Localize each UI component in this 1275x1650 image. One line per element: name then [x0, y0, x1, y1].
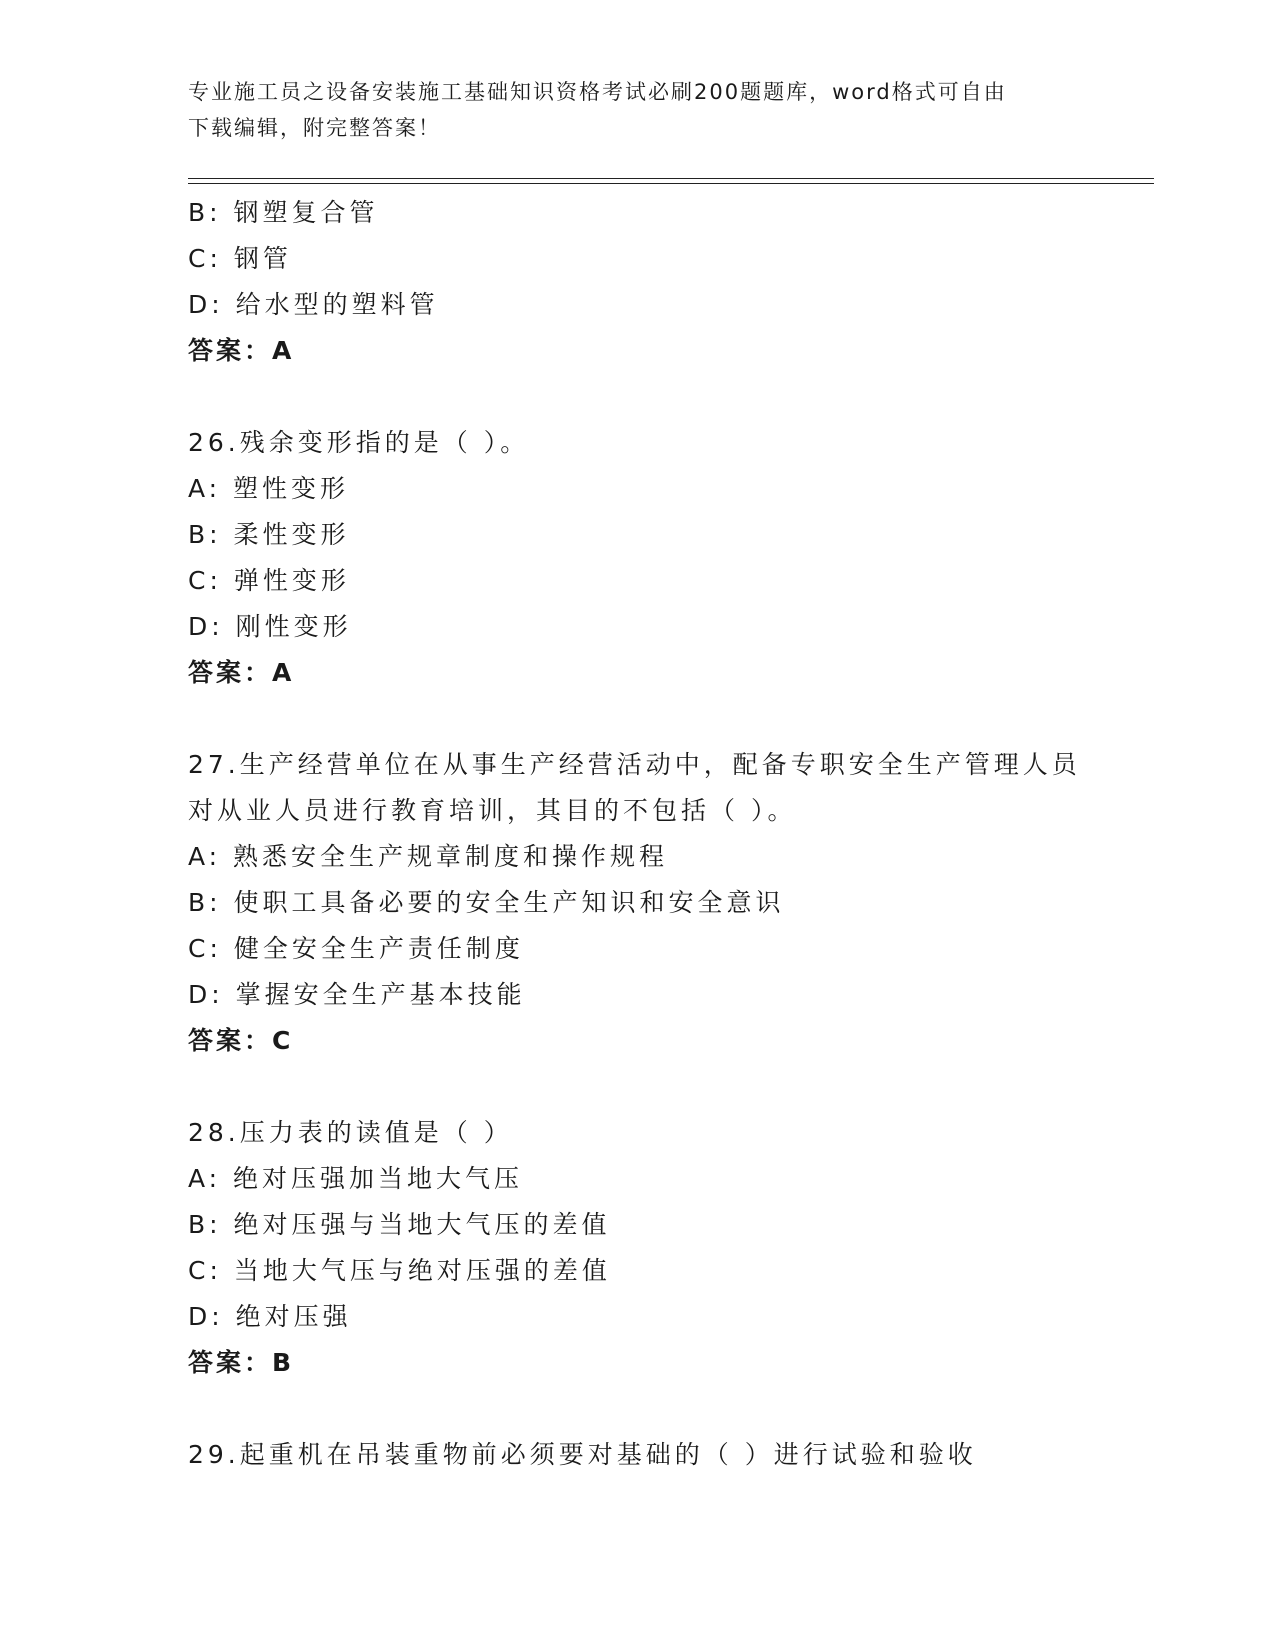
question-list	[188, 190, 1148, 1478]
question-29	[188, 1432, 1148, 1478]
question-text: 29.起重机在吊装重物前必须要对基础的（ ）进行试验和验收	[188, 1440, 977, 1469]
answer-line: 答案：B	[188, 1348, 295, 1377]
header-line-2: 下载编辑，附完整答案！	[188, 116, 441, 140]
header-rule-bottom	[188, 183, 1154, 184]
question-text-line-2: 对从业人员进行教育培训，其目的不包括（ ）。	[188, 796, 797, 825]
option-a: A: 熟悉安全生产规章制度和操作规程	[188, 842, 669, 871]
question-27	[188, 742, 1148, 1064]
option-b: B: 柔性变形	[188, 520, 350, 549]
question-text-line-1: 27.生产经营单位在从事生产经营活动中，配备专职安全生产管理人员	[188, 750, 1081, 779]
header-line-1: 专业施工员之设备安装施工基础知识资格考试必刷200题题库，word格式可自由	[188, 80, 1007, 104]
question-25-continuation	[188, 190, 1148, 374]
option-c: C: 健全安全生产责任制度	[188, 934, 524, 963]
option-b: B: 使职工具备必要的安全生产知识和安全意识	[188, 888, 785, 917]
option-a: A: 绝对压强加当地大气压	[188, 1164, 524, 1193]
document-header	[188, 74, 1088, 146]
option-b: B: 绝对压强与当地大气压的差值	[188, 1210, 611, 1239]
option-d: D: 掌握安全生产基本技能	[188, 980, 526, 1009]
answer-line: 答案：A	[188, 336, 295, 365]
option-d: D: 绝对压强	[188, 1302, 352, 1331]
question-26	[188, 420, 1148, 696]
option-a: A: 塑性变形	[188, 474, 350, 503]
option-b: B: 钢塑复合管	[188, 198, 379, 227]
answer-line: 答案：C	[188, 1026, 294, 1055]
answer-line: 答案：A	[188, 658, 295, 687]
question-text: 28.压力表的读值是（ ）	[188, 1118, 513, 1147]
header-rule-top	[188, 178, 1154, 179]
option-d: D: 给水型的塑料管	[188, 290, 439, 319]
option-d: D: 刚性变形	[188, 612, 352, 641]
option-c: C: 当地大气压与绝对压强的差值	[188, 1256, 611, 1285]
option-c: C: 弹性变形	[188, 566, 350, 595]
option-c: C: 钢管	[188, 244, 292, 273]
question-28	[188, 1110, 1148, 1386]
question-text: 26.残余变形指的是（ ）。	[188, 428, 530, 457]
